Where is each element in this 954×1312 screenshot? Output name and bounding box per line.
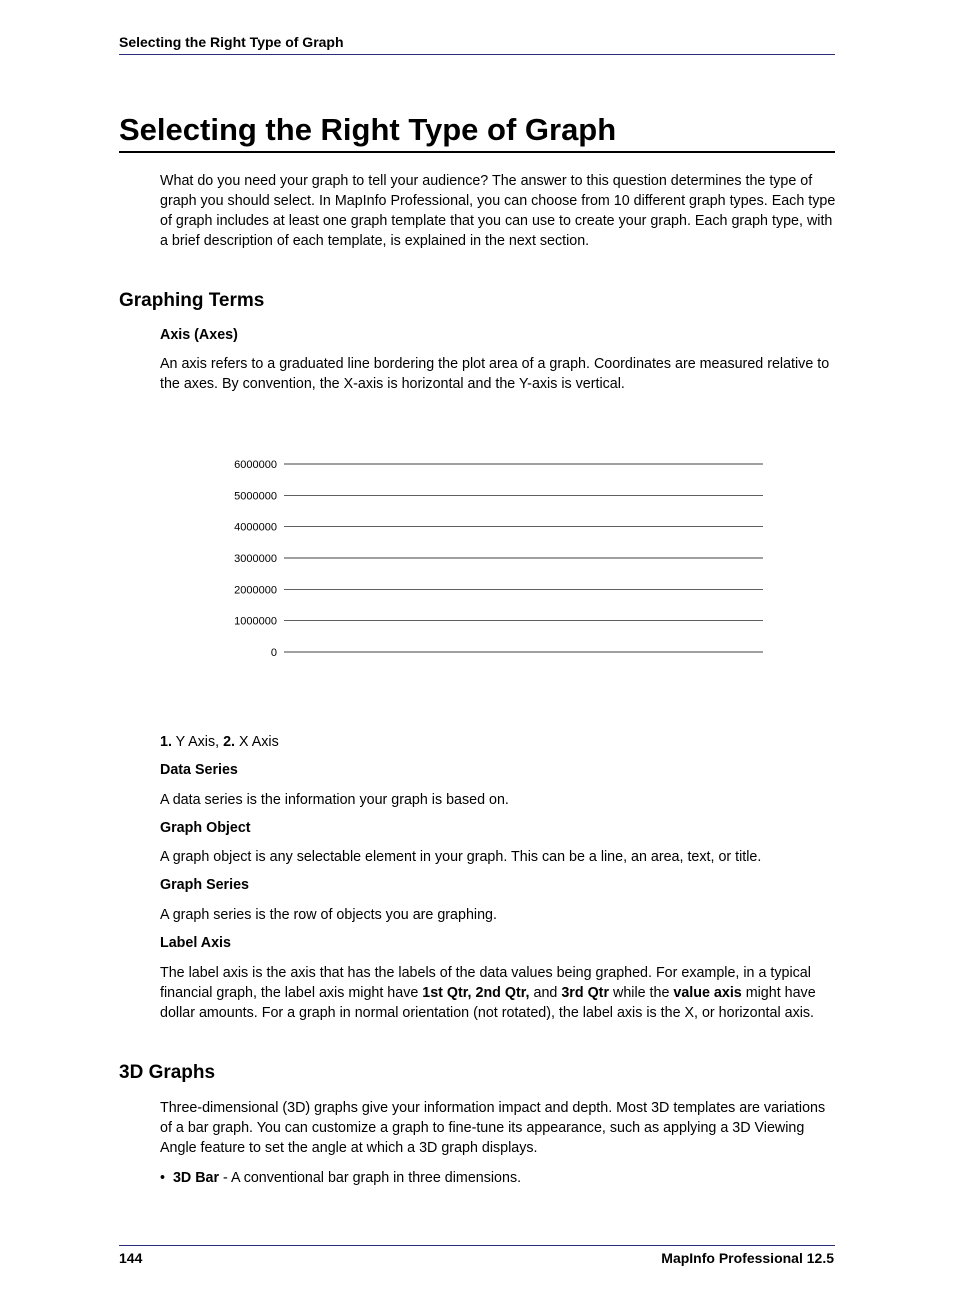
label-axis-definition [160, 963, 838, 1023]
y-tick-label: 6000000 [234, 459, 277, 471]
graph-object-term: Graph Object [160, 820, 251, 836]
3d-graphs-heading: 3D Graphs [119, 1062, 216, 1083]
y-tick-label: 0 [270, 647, 277, 659]
label-axis-text-3: while the [609, 985, 674, 1001]
label-axis-text-2: and [529, 985, 562, 1001]
y-tick-label: 5000000 [234, 490, 277, 503]
graph-object-definition: A graph object is any selectable element in your graph. This can be a line, an area, text, or title. [160, 849, 762, 865]
axis-term: Axis (Axes) [160, 327, 238, 343]
y-tick-label: 3000000 [234, 553, 277, 565]
label-axis-text-1: The label axis is the axis that has the labels of the data values being graphed. For example, in a typical financial graph, the label axis might have [160, 965, 811, 1001]
label-axis-term: Label Axis [160, 935, 231, 951]
data-series-term: Data Series [160, 762, 238, 778]
label-axis-text-4: might have dollar amounts. For a graph in normal orientation (not rotated), the label axis is the X, or horizontal axis. [160, 985, 816, 1021]
caption-text-1: Y Axis, [171, 734, 224, 750]
y-tick-label: 1000000 [234, 615, 277, 628]
label-axis-bold-3: value axis [673, 985, 742, 1001]
axis-definition: An axis refers to a graduated line bordering the plot area of a graph. Coordinates are measured relative to the axes. By convention, the X-axis is horizontal and the Y-axis is vertical. [160, 356, 830, 392]
label-axis-bold-1: 1st Qtr, 2nd Qtr, [422, 985, 530, 1001]
y-tick-label: 2000000 [234, 584, 277, 597]
caption-text-2: X Axis [235, 734, 279, 750]
data-series-definition: A data series is the information your graph is based on. [160, 792, 509, 808]
3d-graphs-paragraph: Three-dimensional (3D) graphs give your information impact and depth. Most 3D templates are variations of a bar graph. You can customize a graph to fine-tune its appearance, such as applying a 3D Viewing Angle feature to set the angle at which a 3D graph displays. [160, 1100, 826, 1156]
bullet-text: - A conventional bar graph in three dimensions. [219, 1170, 522, 1186]
graphing-terms-heading: Graphing Terms [119, 290, 265, 311]
chart-caption [160, 732, 838, 752]
footer-divider [119, 1245, 835, 1246]
label-axis-bold-2: 3rd Qtr [561, 985, 610, 1001]
graph-series-definition: A graph series is the row of objects you are graphing. [160, 907, 497, 923]
axis-example-chart [224, 452, 784, 682]
y-tick-label: 4000000 [234, 521, 277, 534]
page-title: Selecting the Right Type of Graph [119, 112, 835, 153]
caption-number-1: 1. [160, 734, 172, 750]
page-number: 144 [119, 1250, 143, 1266]
intro-paragraph: What do you need your graph to tell your audience? The answer to this question determines the type of graph you should select. In MapInfo Professional, you can choose from 10 different graph types. Each type of graph includes at least one graph template that you can use to create your graph. Each graph type, with a brief description of each template, is explained in the next section. [160, 173, 836, 249]
graph-series-term: Graph Series [160, 877, 249, 893]
bullet-symbol: • [160, 1170, 166, 1186]
3d-bar-bullet [160, 1170, 521, 1186]
bullet-term: 3D Bar [172, 1170, 220, 1186]
product-name: MapInfo Professional 12.5 [661, 1250, 834, 1266]
running-header: Selecting the Right Type of Graph [119, 34, 835, 55]
caption-number-2: 2. [223, 734, 236, 750]
